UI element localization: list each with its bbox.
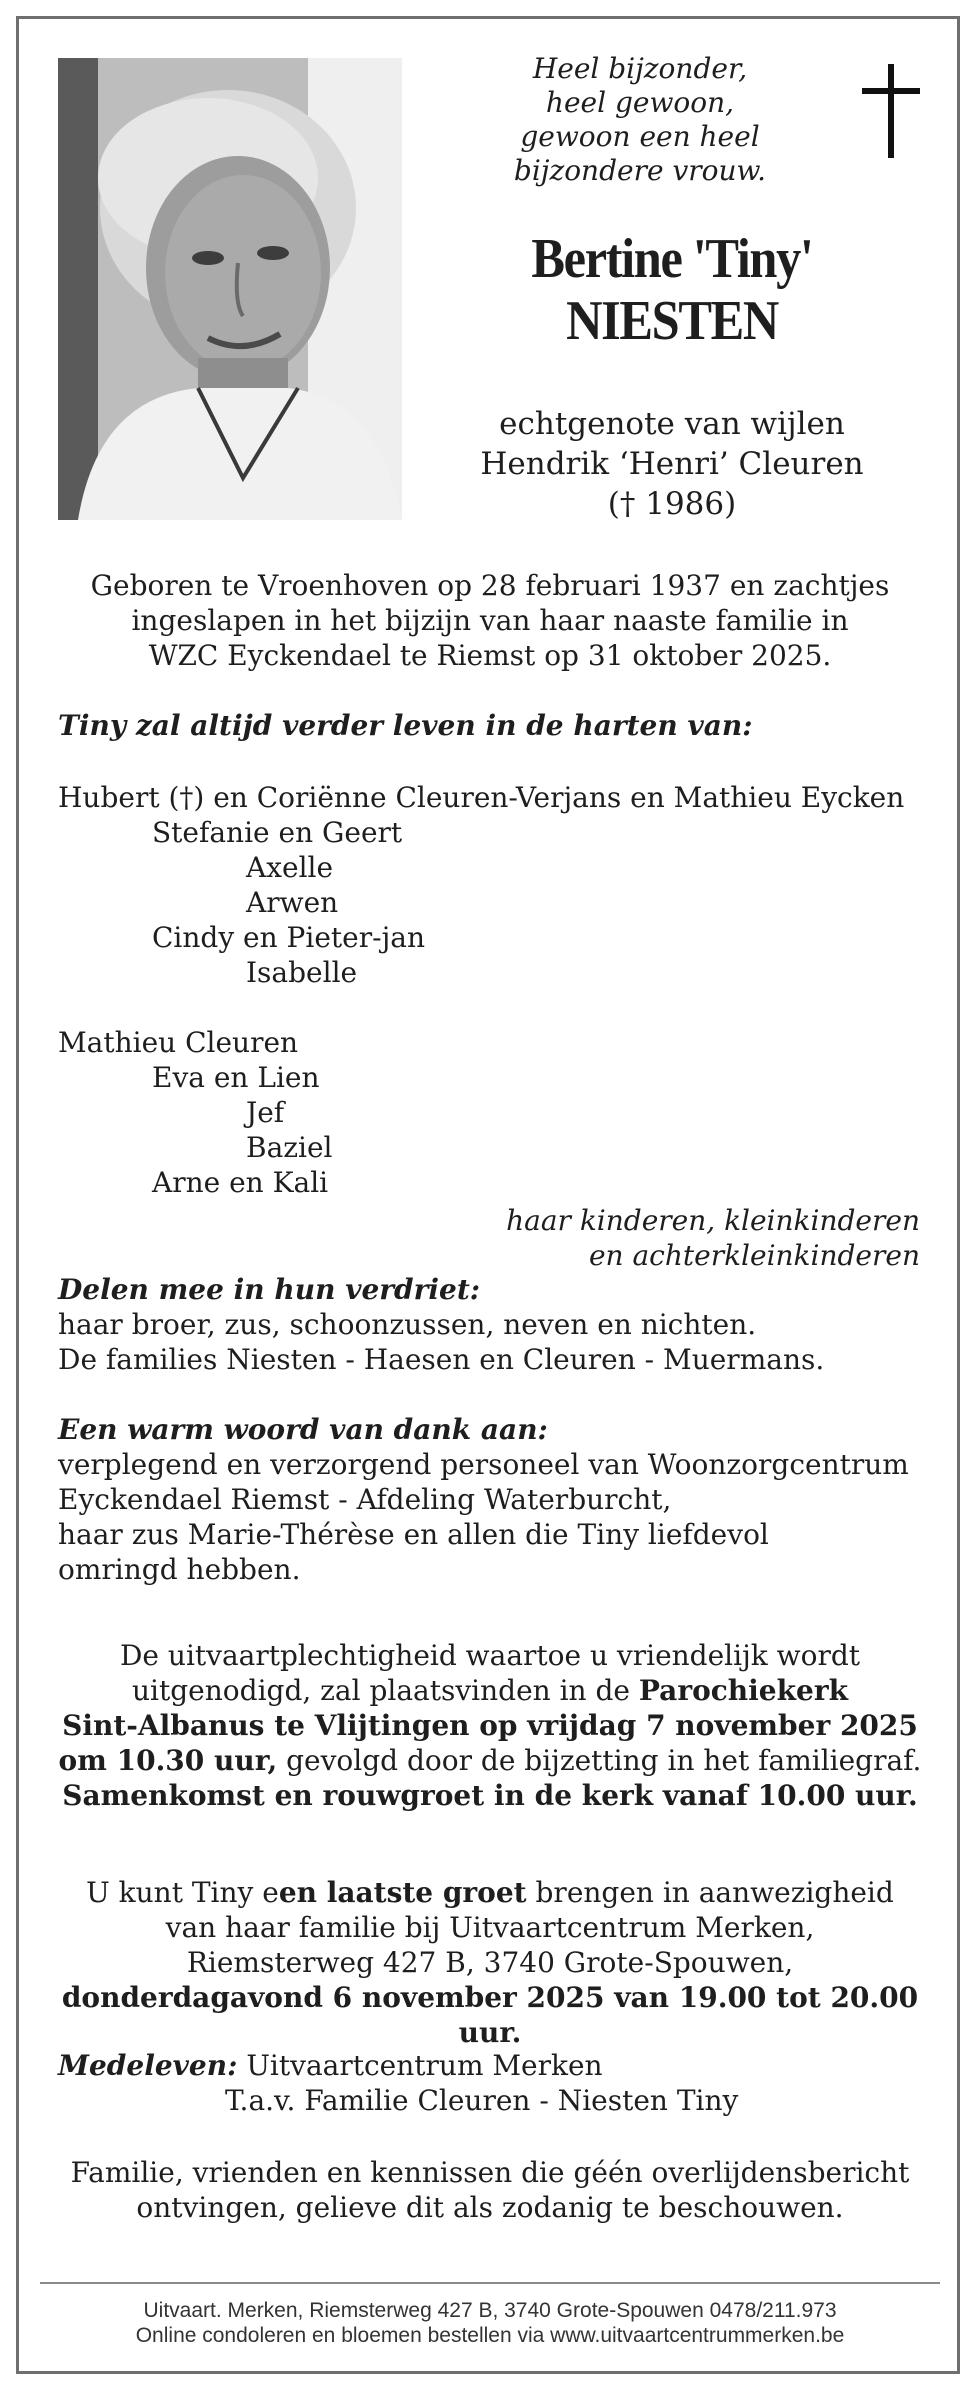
family-list — [58, 780, 918, 1200]
text-line: haar zus Marie-Thérèse en allen die Tiny liefdevol — [58, 1518, 769, 1551]
family-member: Arwen — [246, 886, 339, 919]
condolences-label: Medeleven: — [58, 2049, 238, 2082]
motto-line: gewoon een heel — [520, 120, 760, 153]
footer-line: Online condoleren en bloemen bestellen via www.uitvaartcentrummerken.be — [135, 2324, 845, 2347]
text-line: en achterkleinkinderen — [588, 1239, 920, 1272]
text-span: U kunt Tiny e — [86, 1876, 279, 1909]
text-line: omringd hebben. — [58, 1553, 301, 1586]
text-line: Samenkomst en rouwgroet in de kerk vanaf 10.00 uur. — [62, 1779, 918, 1812]
motto — [480, 52, 800, 188]
portrait-photo — [58, 58, 402, 520]
text-line: donderdagavond 6 november 2025 van 19.00 tot 20.00 uur. — [61, 1981, 919, 2049]
funeral-section — [40, 1638, 940, 1813]
relation-text — [400, 1203, 920, 1273]
motto-line: Heel bijzonder, — [532, 52, 748, 85]
family-member: Mathieu Cleuren — [58, 1026, 299, 1059]
notice-section — [40, 2155, 940, 2225]
text-line: verplegend en verzorgend personeel van Woonzorgcentrum — [58, 1448, 909, 1481]
family-member: Isabelle — [246, 956, 358, 989]
last-name: NIESTEN — [566, 290, 778, 352]
first-name: Bertine 'Tiny' — [531, 228, 813, 290]
hearts-heading: Tiny zal altijd verder leven in de harten van: — [58, 709, 753, 742]
text-line: Geboren te Vroenhoven op 28 februari 1937 en zachtjes — [90, 569, 890, 602]
grief-heading: Delen mee in hun verdriet: — [58, 1273, 481, 1306]
text-line: haar kinderen, kleinkinderen — [506, 1204, 920, 1237]
motto-line: bijzondere vrouw. — [513, 154, 767, 187]
deceased-name — [442, 228, 902, 352]
text-line — [58, 2048, 928, 2083]
condolences-section — [58, 2048, 928, 2118]
text-line — [40, 1743, 940, 1778]
greeting-section — [40, 1875, 940, 2050]
family-member: Eva en Lien — [152, 1061, 320, 1094]
text-span: brengen in aanwezigheid — [526, 1876, 894, 1909]
footer — [40, 2298, 940, 2348]
text-line: T.a.v. Familie Cleuren - Niesten Tiny — [225, 2084, 739, 2117]
latin-cross-icon — [862, 64, 920, 158]
text-line: Eyckendael Riemst - Afdeling Waterburcht, — [58, 1483, 672, 1516]
spouse-line: echtgenote van wijlen — [499, 406, 845, 442]
text-line: ontvingen, gelieve dit als zodanig te beschouwen. — [136, 2191, 844, 2224]
family-member: Baziel — [246, 1131, 333, 1164]
family-member: Jef — [246, 1096, 285, 1129]
text-line: haar broer, zus, schoonzussen, neven en nichten. — [58, 1308, 757, 1341]
text-line: ingeslapen in het bijzijn van haar naaste familie in — [131, 604, 849, 637]
spouse-info — [442, 404, 902, 524]
text-span: om 10.30 uur, — [58, 1744, 278, 1777]
text-span: uitgenodigd, zal plaatsvinden in de — [132, 1674, 639, 1707]
text-span: gevolgd door de bijzetting in het familiegraf. — [277, 1744, 922, 1777]
family-member: Hubert (†) en Coriënne Cleuren-Verjans en Mathieu Eycken — [58, 781, 905, 814]
text-line: De uitvaartplechtigheid waartoe u vriendelijk wordt — [119, 1639, 861, 1672]
thanks-heading: Een warm woord van dank aan: — [58, 1413, 548, 1446]
footer-line: Uitvaart. Merken, Riemsterweg 427 B, 3740 Grote-Spouwen 0478/211.973 — [143, 2299, 837, 2322]
family-member: Cindy en Pieter-jan — [152, 921, 425, 954]
text-line: Riemsterweg 427 B, 3740 Grote-Spouwen, — [186, 1946, 794, 1979]
text-line — [40, 1875, 940, 1910]
thanks-section — [58, 1412, 928, 1587]
spouse-line: Hendrik ‘Henri’ Cleuren — [480, 446, 864, 482]
text-span: Parochiekerk — [638, 1674, 848, 1707]
text-line: Familie, vrienden en kennissen die géén overlijdensbericht — [70, 2156, 910, 2189]
text-line: van haar familie bij Uitvaartcentrum Merken, — [165, 1911, 815, 1944]
text-line: De families Niesten - Haesen en Cleuren - Muermans. — [58, 1343, 825, 1376]
family-member: Stefanie en Geert — [152, 816, 403, 849]
text-line: Sint-Albanus te Vlijtingen op vrijdag 7 november 2025 — [62, 1709, 918, 1742]
grief-section — [58, 1272, 928, 1377]
footer-divider — [40, 2282, 940, 2284]
text-line — [40, 1673, 940, 1708]
spouse-line: († 1986) — [607, 486, 737, 522]
text-span: en laatste groet — [278, 1876, 527, 1909]
motto-line: heel gewoon, — [545, 86, 735, 119]
text-span: Uitvaartcentrum Merken — [237, 2049, 603, 2082]
text-line: WZC Eyckendael te Riemst op 31 oktober 2025. — [148, 639, 832, 672]
family-member: Arne en Kali — [152, 1166, 329, 1199]
family-member: Axelle — [246, 851, 334, 884]
birth-death-text — [60, 568, 920, 673]
